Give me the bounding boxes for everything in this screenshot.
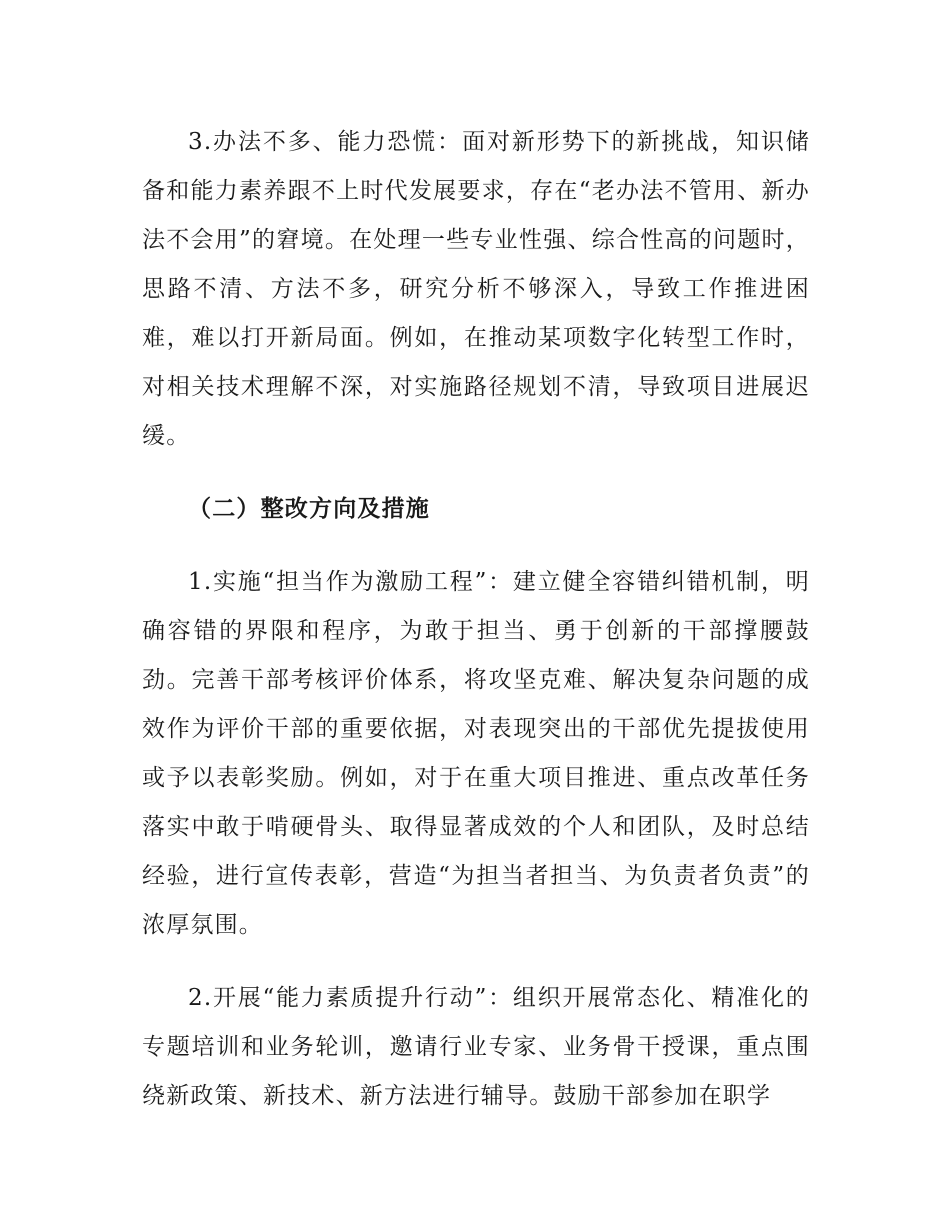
paragraph-gap [142, 950, 810, 974]
paragraph-measure-2: 2.开展“能力素质提升行动”：组织开展常态化、精准化的专题培训和业务轮训，邀请行业专家、业务骨干授课，重点围绕新政策、新技术、新方法进行辅导。鼓励干部参加在职学 [142, 985, 810, 1109]
document-body [142, 118, 810, 1121]
paragraph-gap [142, 461, 810, 485]
section-heading: （二）整改方向及措施 [188, 496, 430, 522]
paragraph-measure-1: 1.实施“担当作为激励工程”：建立健全容错纠错机制，明确容错的界限和程序，为敢于担当、勇于创新的干部撑腰鼓劲。完善干部考核评价体系，将攻坚克难、解决复杂问题的成效作为评价干部的重要依据，对表现突出的干部优先提拔使用或予以表彰奖励。例如，对于在重大项目推进、重点改革任务落实中敢于啃硬骨头、取得显著成效的个人和团队，及时总结经验，进行宣传表彰，营造“为担当者担当、为负责者负责”的浓厚氛围。 [142, 569, 810, 938]
paragraph-problem-3: 3.办法不多、能力恐慌：面对新形势下的新挑战，知识储备和能力素养跟不上时代发展要求，存在“老办法不管用、新办法不会用”的窘境。在处理一些专业性强、综合性高的问题时，思路不清、方法不多，研究分析不够深入，导致工作推进困难，难以打开新局面。例如，在推动某项数字化转型工作时，对相关技术理解不深，对实施路径规划不清，导致项目进展迟缓。 [142, 129, 810, 449]
paragraph-gap [142, 534, 810, 558]
